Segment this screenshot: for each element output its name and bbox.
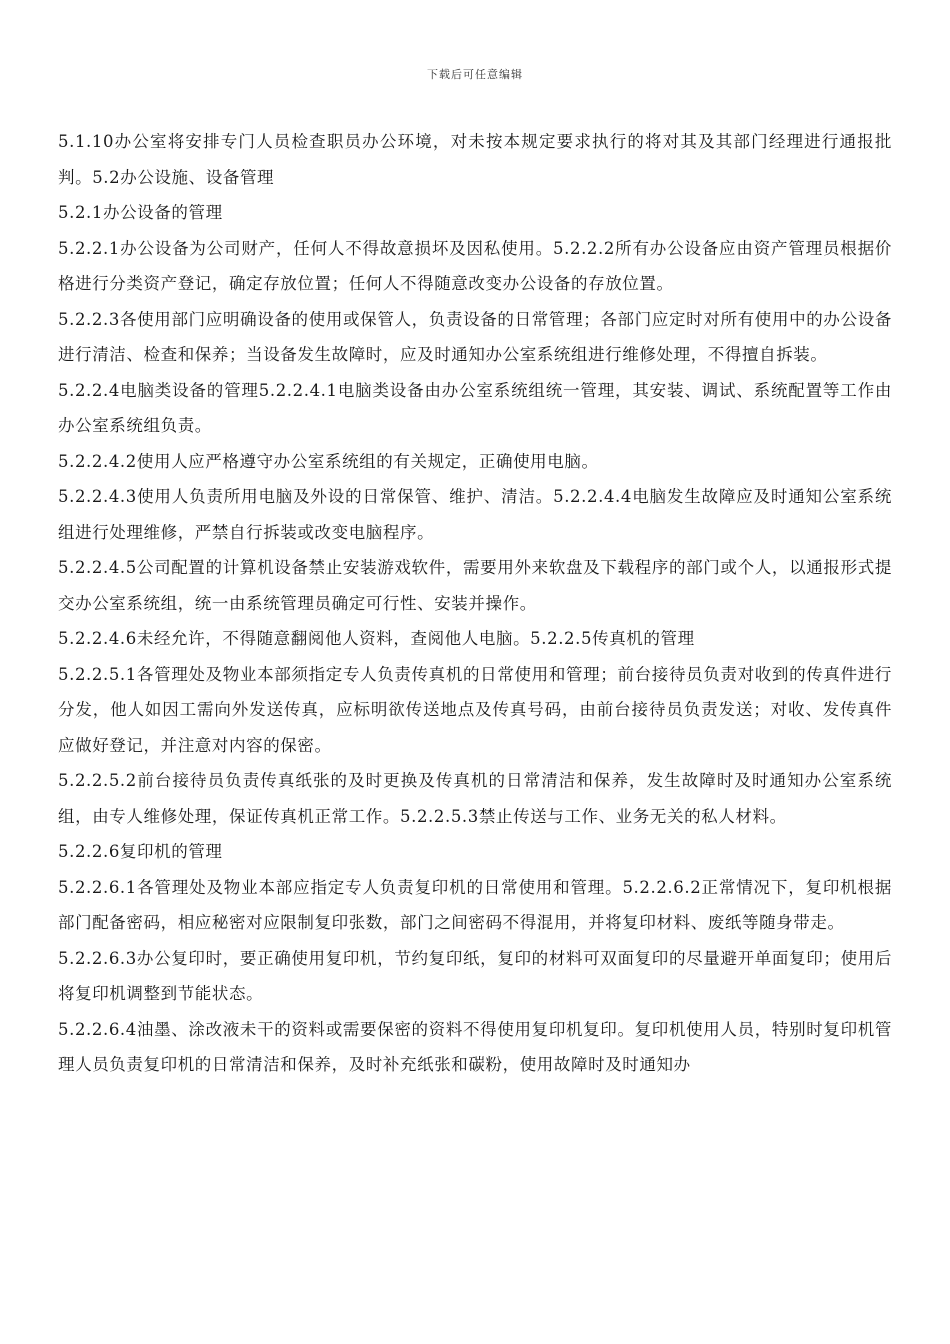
paragraph-5-2-2-6: 5.2.2.6复印机的管理: [58, 842, 223, 861]
paragraph-5-2-2-6-1: 5.2.2.6.1各管理处及物业本部应指定专人负责复印机的日常使用和管理。5.2.2.6.2正常情况下，复印机根据部门配备密码，相应秘密对应限制复印张数，部门之间密码不得混用，并将复印材料、废纸等随身带走。: [58, 877, 892, 932]
paragraph-5-2-2-4: 5.2.2.4电脑类设备的管理5.2.2.4.1电脑类设备由办公室系统组统一管理，其安装、调试、系统配置等工作由办公室系统组负责。: [58, 380, 892, 435]
paragraph-5-2-2-6-4: 5.2.2.6.4油墨、涂改液未干的资料或需要保密的资料不得使用复印机复印。复印机使用人员，特别时复印机管理人员负责复印机的日常清洁和保养，及时补充纸张和碳粉，使用故障时及时通知办: [58, 1019, 892, 1074]
paragraph-5-2-2-4-5: 5.2.2.4.5公司配置的计算机设备禁止安装游戏软件，需要用外来软盘及下载程序的部门或个人，以通报形式提交办公室系统组，统一由系统管理员确定可行性、安装并操作。: [58, 558, 892, 613]
paragraph-5-2-1: 5.2.1办公设备的管理: [58, 203, 223, 222]
paragraph-5-2-2-3: 5.2.2.3各使用部门应明确设备的使用或保管人，负责设备的日常管理；各部门应定时对所有使用中的办公设备进行清洁、检查和保养；当设备发生故障时，应及时通知办公室系统组进行维修处理，不得擅自拆装。: [58, 309, 892, 364]
paragraph-5-2-2-5-1: 5.2.2.5.1各管理处及物业本部须指定专人负责传真机的日常使用和管理；前台接待员负责对收到的传真件进行分发，他人如因工需向外发送传真，应标明欲传送地点及传真号码，由前台接待员负责发送；对收、发传真件应做好登记，并注意对内容的保密。: [58, 664, 892, 755]
paragraph-5-1-10: 5.1.10办公室将安排专门人员检查职员办公环境，对未按本规定要求执行的将对其及其部门经理进行通报批判。5.2办公设施、设备管理: [58, 132, 892, 187]
paragraph-5-2-2-5-2: 5.2.2.5.2前台接待员负责传真纸张的及时更换及传真机的日常清洁和保养，发生故障时及时通知办公室系统组，由专人维修处理，保证传真机正常工作。5.2.2.5.3禁止传送与工作、业务无关的私人材料。: [58, 771, 892, 826]
paragraph-5-2-2-4-2: 5.2.2.4.2使用人应严格遵守办公室系统组的有关规定，正确使用电脑。: [58, 451, 599, 471]
page-header: 下载后可任意编辑: [427, 68, 523, 81]
paragraph-5-2-2-4-3: 5.2.2.4.3使用人负责所用电脑及外设的日常保管、维护、清洁。5.2.2.4.4电脑发生故障应及时通知公室系统组进行处理维修，严禁自行拆装或改变电脑程序。: [58, 487, 892, 542]
paragraph-5-2-2-1: 5.2.2.1办公设备为公司财产，任何人不得故意损坏及因私使用。5.2.2.2所有办公设备应由资产管理员根据价格进行分类资产登记，确定存放位置；任何人不得随意改变办公设备的存放位置。: [58, 238, 892, 293]
document-body: [58, 124, 892, 1083]
paragraph-5-2-2-6-3: 5.2.2.6.3办公复印时，要正确使用复印机，节约复印纸，复印的材料可双面复印的尽量避开单面复印；使用后将复印机调整到节能状态。: [58, 948, 892, 1003]
paragraph-5-2-2-4-6: 5.2.2.4.6未经允许，不得随意翻阅他人资料，查阅他人电脑。5.2.2.5传真机的管理: [58, 629, 695, 648]
